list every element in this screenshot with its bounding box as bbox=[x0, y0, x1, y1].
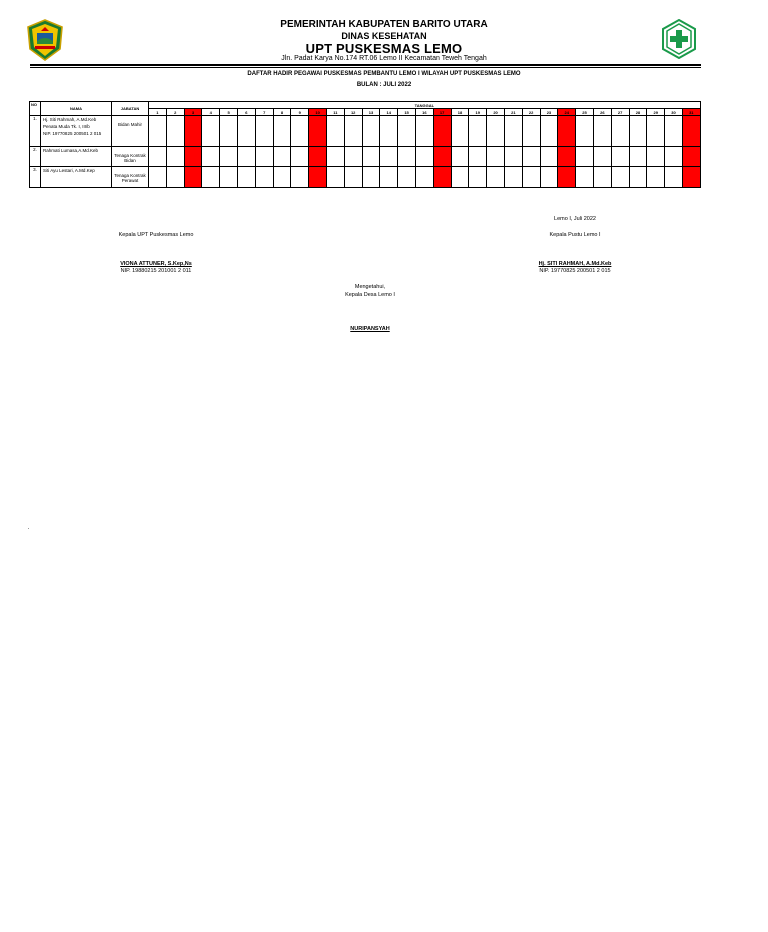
attendance-cell-day-14[interactable] bbox=[380, 167, 398, 188]
day-header-7: 7 bbox=[255, 109, 273, 116]
attendance-cell-day-29[interactable] bbox=[647, 167, 665, 188]
employee-job-l1: Bidan Mahir bbox=[117, 122, 142, 127]
header-date: TANGGAL bbox=[149, 102, 701, 109]
attendance-cell-day-14[interactable] bbox=[380, 116, 398, 147]
attendance-cell-day-13[interactable] bbox=[362, 116, 380, 147]
day-header-11: 11 bbox=[326, 109, 344, 116]
table-row bbox=[30, 116, 701, 147]
attendance-cell-day-21[interactable] bbox=[504, 116, 522, 147]
employee-name-l1: Hj. Siti Rahmah, A.Md.Keb bbox=[43, 117, 97, 122]
day-header-16: 16 bbox=[415, 109, 433, 116]
attendance-cell-day-25[interactable] bbox=[576, 116, 594, 147]
header-rule-thick bbox=[30, 64, 701, 66]
attendance-cell-day-31[interactable] bbox=[682, 116, 700, 147]
left-signer-name: VIONA ATTUNER, S.Kep,Ns bbox=[120, 261, 192, 267]
attendance-cell-day-15[interactable] bbox=[398, 167, 416, 188]
attendance-cell-day-19[interactable] bbox=[469, 116, 487, 147]
attendance-cell-day-23[interactable] bbox=[540, 116, 558, 147]
day-header-3: 3 bbox=[184, 109, 202, 116]
attendance-cell-day-12[interactable] bbox=[344, 116, 362, 147]
attendance-cell-day-24[interactable] bbox=[558, 116, 576, 147]
attendance-cell-day-5[interactable] bbox=[220, 147, 238, 167]
attendance-cell-day-7[interactable] bbox=[255, 147, 273, 167]
attendance-cell-day-17[interactable] bbox=[433, 147, 451, 167]
attendance-table bbox=[29, 101, 701, 188]
attendance-cell-day-15[interactable] bbox=[398, 147, 416, 167]
attendance-cell-day-30[interactable] bbox=[665, 147, 683, 167]
right-signer-title: Kepala Pustu Lemo I bbox=[549, 232, 601, 238]
attendance-cell-day-11[interactable] bbox=[326, 167, 344, 188]
attendance-cell-day-10[interactable] bbox=[309, 116, 327, 147]
village-head-name: NURIPANSYAH bbox=[350, 326, 390, 332]
attendance-cell-day-21[interactable] bbox=[504, 167, 522, 188]
attendance-cell-day-5[interactable] bbox=[220, 116, 238, 147]
attendance-cell-day-1[interactable] bbox=[149, 147, 167, 167]
attendance-cell-day-2[interactable] bbox=[166, 147, 184, 167]
day-header-23: 23 bbox=[540, 109, 558, 116]
attendance-cell-day-31[interactable] bbox=[682, 147, 700, 167]
attendance-cell-day-29[interactable] bbox=[647, 116, 665, 147]
attendance-cell-day-24[interactable] bbox=[558, 167, 576, 188]
attendance-cell-day-2[interactable] bbox=[166, 167, 184, 188]
employee-name-l1: Rahmati Lumasa,A.Md.Keb bbox=[43, 148, 99, 153]
header-job: JABATAN bbox=[112, 102, 149, 116]
employee-job-cell bbox=[112, 147, 149, 167]
left-signer-title: Kepala UPT Puskesmas Lemo bbox=[118, 232, 194, 238]
attendance-cell-day-20[interactable] bbox=[487, 147, 505, 167]
day-header-10: 10 bbox=[309, 109, 327, 116]
employee-name-l1: Siti Ayu Lestari, A.Md.Kep bbox=[43, 168, 95, 173]
attendance-cell-day-13[interactable] bbox=[362, 147, 380, 167]
attendance-cell-day-11[interactable] bbox=[326, 116, 344, 147]
day-header-25: 25 bbox=[576, 109, 594, 116]
day-header-4: 4 bbox=[202, 109, 220, 116]
attendance-cell-day-28[interactable] bbox=[629, 167, 647, 188]
attendance-cell-day-30[interactable] bbox=[665, 167, 683, 188]
attendance-cell-day-3[interactable] bbox=[184, 147, 202, 167]
attendance-cell-day-27[interactable] bbox=[611, 147, 629, 167]
attendance-cell-day-16[interactable] bbox=[415, 147, 433, 167]
day-header-29: 29 bbox=[647, 109, 665, 116]
attendance-cell-day-24[interactable] bbox=[558, 147, 576, 167]
employee-job-cell bbox=[112, 167, 149, 188]
attendance-cell-day-2[interactable] bbox=[166, 116, 184, 147]
attendance-cell-day-8[interactable] bbox=[273, 167, 291, 188]
day-header-13: 13 bbox=[362, 109, 380, 116]
employee-name-l2: Penata Muda Tk. I, III/b bbox=[43, 124, 90, 129]
attendance-cell-day-25[interactable] bbox=[576, 167, 594, 188]
attendance-cell-day-4[interactable] bbox=[202, 167, 220, 188]
document-month: BULAN : JULI 2022 bbox=[356, 82, 412, 88]
attendance-cell-day-22[interactable] bbox=[522, 167, 540, 188]
header-institution: UPT PUSKESMAS LEMO bbox=[305, 41, 463, 56]
day-header-24: 24 bbox=[558, 109, 576, 116]
day-header-18: 18 bbox=[451, 109, 469, 116]
employee-name-cell bbox=[41, 147, 112, 167]
day-header-31: 31 bbox=[682, 109, 700, 116]
attendance-cell-day-16[interactable] bbox=[415, 116, 433, 147]
attendance-cell-day-9[interactable] bbox=[291, 167, 309, 188]
attendance-cell-day-3[interactable] bbox=[184, 167, 202, 188]
attendance-cell-day-4[interactable] bbox=[202, 147, 220, 167]
day-header-6: 6 bbox=[237, 109, 255, 116]
day-header-17: 17 bbox=[433, 109, 451, 116]
document-title: DAFTAR HADIR PEGAWAI PUSKESMAS PEMBANTU LEMO I WILAYAH UPT PUSKESMAS LEMO bbox=[247, 71, 521, 77]
row-number: 3. bbox=[30, 167, 41, 188]
attendance-cell-day-20[interactable] bbox=[487, 167, 505, 188]
attendance-cell-day-6[interactable] bbox=[237, 167, 255, 188]
village-head-title: Kepala Desa Lemo I bbox=[345, 292, 395, 298]
attendance-cell-day-10[interactable] bbox=[309, 147, 327, 167]
health-cross-icon bbox=[661, 19, 697, 59]
attendance-cell-day-16[interactable] bbox=[415, 167, 433, 188]
attendance-cell-day-18[interactable] bbox=[451, 147, 469, 167]
day-header-30: 30 bbox=[665, 109, 683, 116]
employee-job-l2: Bidan bbox=[124, 158, 136, 163]
day-header-27: 27 bbox=[611, 109, 629, 116]
day-header-8: 8 bbox=[273, 109, 291, 116]
attendance-cell-day-18[interactable] bbox=[451, 116, 469, 147]
day-header-28: 28 bbox=[629, 109, 647, 116]
attendance-cell-day-26[interactable] bbox=[593, 167, 611, 188]
attendance-cell-day-21[interactable] bbox=[504, 147, 522, 167]
header-no: NO bbox=[30, 102, 41, 116]
attendance-cell-day-28[interactable] bbox=[629, 116, 647, 147]
row-number: 1. bbox=[30, 116, 41, 147]
day-header-22: 22 bbox=[522, 109, 540, 116]
day-header-9: 9 bbox=[291, 109, 309, 116]
attendance-cell-day-18[interactable] bbox=[451, 167, 469, 188]
attendance-cell-day-23[interactable] bbox=[540, 147, 558, 167]
attendance-cell-day-12[interactable] bbox=[344, 147, 362, 167]
day-header-5: 5 bbox=[220, 109, 238, 116]
attendance-cell-day-17[interactable] bbox=[433, 116, 451, 147]
header-address: Jln. Padat Karya No.174 RT.06 Lemo II Kecamatan Teweh Tengah bbox=[281, 55, 487, 62]
attendance-cell-day-23[interactable] bbox=[540, 167, 558, 188]
attendance-cell-day-9[interactable] bbox=[291, 147, 309, 167]
attendance-cell-day-19[interactable] bbox=[469, 167, 487, 188]
row-number: 2. bbox=[30, 147, 41, 167]
attendance-cell-day-30[interactable] bbox=[665, 116, 683, 147]
header-rule-thin bbox=[30, 67, 701, 68]
attendance-cell-day-1[interactable] bbox=[149, 116, 167, 147]
employee-job-l1: Tenaga Kontrak bbox=[114, 153, 146, 158]
attendance-cell-day-3[interactable] bbox=[184, 116, 202, 147]
attendance-cell-day-17[interactable] bbox=[433, 167, 451, 188]
employee-name-cell bbox=[41, 116, 112, 147]
attendance-cell-day-13[interactable] bbox=[362, 167, 380, 188]
employee-name-l3: NIP. 19770825 200501 2 015 bbox=[43, 131, 102, 136]
day-header-21: 21 bbox=[504, 109, 522, 116]
day-header-1: 1 bbox=[149, 109, 167, 116]
attendance-cell-day-22[interactable] bbox=[522, 116, 540, 147]
right-signer-nip: NIP. 19770825 200501 2 015 bbox=[539, 268, 611, 274]
attendance-cell-day-11[interactable] bbox=[326, 147, 344, 167]
employee-job-cell bbox=[112, 116, 149, 147]
attendance-cell-day-7[interactable] bbox=[255, 116, 273, 147]
attendance-cell-day-9[interactable] bbox=[291, 116, 309, 147]
attendance-cell-day-8[interactable] bbox=[273, 147, 291, 167]
attendance-cell-day-6[interactable] bbox=[237, 147, 255, 167]
place-date: Lemo I, Juli 2022 bbox=[554, 216, 596, 222]
attendance-cell-day-27[interactable] bbox=[611, 116, 629, 147]
attendance-cell-day-6[interactable] bbox=[237, 116, 255, 147]
regency-emblem-icon bbox=[26, 19, 64, 61]
attendance-cell-day-31[interactable] bbox=[682, 167, 700, 188]
attendance-cell-day-7[interactable] bbox=[255, 167, 273, 188]
attendance-cell-day-20[interactable] bbox=[487, 116, 505, 147]
day-header-12: 12 bbox=[344, 109, 362, 116]
day-header-2: 2 bbox=[166, 109, 184, 116]
attendance-cell-day-22[interactable] bbox=[522, 147, 540, 167]
day-header-15: 15 bbox=[398, 109, 416, 116]
table-row bbox=[30, 147, 701, 167]
attendance-cell-day-14[interactable] bbox=[380, 147, 398, 167]
attendance-cell-day-25[interactable] bbox=[576, 147, 594, 167]
attendance-cell-day-5[interactable] bbox=[220, 167, 238, 188]
attendance-cell-day-8[interactable] bbox=[273, 116, 291, 147]
table-row bbox=[30, 167, 701, 188]
employee-name-cell bbox=[41, 167, 112, 188]
attendance-cell-day-29[interactable] bbox=[647, 147, 665, 167]
employee-job-l2: Perawat bbox=[121, 178, 139, 183]
attendance-cell-day-1[interactable] bbox=[149, 167, 167, 188]
header-government: PEMERINTAH KABUPATEN BARITO UTARA bbox=[280, 19, 488, 30]
attendance-cell-day-12[interactable] bbox=[344, 167, 362, 188]
day-header-20: 20 bbox=[487, 109, 505, 116]
header-name: NAMA bbox=[41, 102, 112, 116]
day-header-19: 19 bbox=[469, 109, 487, 116]
acknowledged-label: Mengetahui, bbox=[354, 284, 386, 290]
attendance-cell-day-26[interactable] bbox=[593, 116, 611, 147]
attendance-cell-day-27[interactable] bbox=[611, 167, 629, 188]
day-header-14: 14 bbox=[380, 109, 398, 116]
attendance-cell-day-28[interactable] bbox=[629, 147, 647, 167]
left-signer-nip: NIP. 19880215 201001 2 011 bbox=[120, 268, 192, 274]
right-signer-name: Hj. SITI RAHMAH, A.Md.Keb bbox=[538, 261, 612, 267]
attendance-cell-day-26[interactable] bbox=[593, 147, 611, 167]
header-department: DINAS KESEHATAN bbox=[341, 31, 427, 41]
attendance-cell-day-4[interactable] bbox=[202, 116, 220, 147]
attendance-cell-day-10[interactable] bbox=[309, 167, 327, 188]
attendance-cell-day-19[interactable] bbox=[469, 147, 487, 167]
attendance-cell-day-15[interactable] bbox=[398, 116, 416, 147]
day-header-26: 26 bbox=[593, 109, 611, 116]
employee-job-l1: Tenaga Kontrak bbox=[114, 173, 146, 178]
stray-mark bbox=[28, 528, 29, 529]
